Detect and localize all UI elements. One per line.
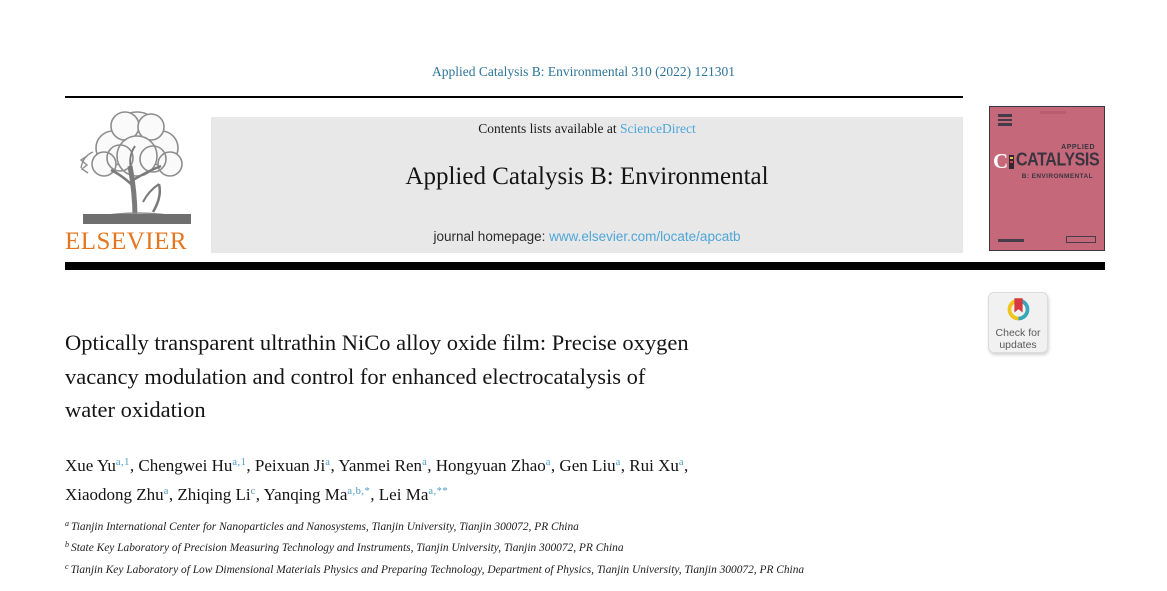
cover-applied-label: APPLIED bbox=[1061, 144, 1095, 151]
journal-banner bbox=[211, 117, 963, 253]
author-name: Chengwei Hu bbox=[138, 456, 233, 475]
author-name: Lei Ma bbox=[378, 485, 429, 504]
article-title bbox=[65, 326, 965, 427]
header-divider-bar bbox=[65, 262, 1105, 270]
article-title-line: vacancy modulation and control for enhanced electrocatalysis of bbox=[65, 363, 646, 389]
author-name: Zhiqing Li bbox=[177, 485, 251, 504]
author-name: Rui Xu bbox=[629, 456, 679, 475]
affiliation-a bbox=[65, 515, 985, 536]
cover-bottom-caption bbox=[998, 239, 1024, 242]
homepage-label: journal homepage: bbox=[433, 229, 550, 244]
homepage-url-link[interactable]: www.elsevier.com/locate/apcatb bbox=[549, 229, 741, 244]
author-separator: , bbox=[168, 485, 178, 504]
affiliations-block bbox=[65, 515, 985, 579]
cover-journal-subtitle: B: ENVIRONMENTAL bbox=[1021, 173, 1093, 180]
author-separator: , bbox=[246, 456, 255, 475]
author-separator: , bbox=[427, 456, 436, 475]
affiliation-text: Tianjin International Center for Nanoparticles and Nanosystems, Tianjin University, Tianjin 300072, PR China bbox=[71, 521, 579, 533]
author-affil-marker: c bbox=[250, 486, 256, 497]
journal-homepage-line bbox=[211, 229, 963, 244]
journal-title: Applied Catalysis B: Environmental bbox=[405, 163, 769, 190]
article-title-line: water oxidation bbox=[65, 397, 206, 422]
affiliation-text: Tianjin Key Laboratory of Low Dimensional Materials Physics and Preparing Technology, Department of Physics, Tianjin University, Tianjin 300072, PR China bbox=[70, 563, 805, 576]
check-for-updates-badge[interactable] bbox=[988, 292, 1048, 353]
author-separator: , bbox=[129, 456, 139, 475]
sciencedirect-link[interactable]: ScienceDirect bbox=[620, 121, 696, 136]
cover-c-logo: C bbox=[993, 149, 1009, 173]
cover-issue-info bbox=[998, 114, 1012, 128]
author-name: Yanmei Ren bbox=[338, 456, 423, 475]
author-separator: , bbox=[255, 485, 264, 504]
elsevier-tree-icon bbox=[73, 106, 203, 230]
author-name: Yanqing Ma bbox=[263, 485, 348, 504]
check-for-updates-label: Check for updates bbox=[995, 327, 1041, 351]
author-list bbox=[65, 450, 975, 508]
cover-top-caption bbox=[1040, 111, 1066, 114]
author-affil-marker: a bbox=[615, 457, 621, 468]
crossmark-icon bbox=[1005, 296, 1032, 323]
affiliation-b bbox=[65, 536, 985, 557]
author-name: Hongyuan Zhao bbox=[435, 456, 546, 475]
author-line-2 bbox=[65, 479, 975, 508]
author-separator: , bbox=[370, 485, 379, 504]
affiliation-c bbox=[65, 558, 985, 579]
author-affil-marker: a,b,* bbox=[347, 486, 371, 497]
affiliation-marker: b bbox=[65, 540, 69, 550]
affiliation-marker: c bbox=[65, 561, 69, 571]
author-separator: , bbox=[620, 456, 630, 475]
author-affil-marker: a bbox=[325, 457, 331, 468]
journal-cover-thumbnail bbox=[989, 106, 1105, 251]
elsevier-wordmark: ELSEVIER bbox=[65, 228, 188, 255]
author-name: Xiaodong Zhu bbox=[65, 485, 164, 504]
author-separator: , bbox=[684, 456, 689, 475]
author-name: Gen Liu bbox=[559, 456, 616, 475]
author-affil-marker: a bbox=[163, 486, 169, 497]
author-affil-marker: a,1 bbox=[115, 457, 130, 468]
contents-lists-line bbox=[211, 121, 963, 137]
affiliation-marker: a bbox=[65, 519, 69, 528]
author-affil-marker: a bbox=[422, 457, 428, 468]
author-affil-marker: a bbox=[545, 457, 551, 468]
cover-c-logo-bars bbox=[1009, 155, 1014, 169]
author-separator: , bbox=[330, 456, 339, 475]
elsevier-logo bbox=[65, 102, 211, 254]
contents-lists-text: Contents lists available at bbox=[478, 121, 620, 136]
cover-journal-name: CATALYSIS bbox=[1016, 150, 1100, 171]
affiliation-text: State Key Laboratory of Precision Measuring Technology and Instruments, Tianjin University, Tianjin 300072, PR China bbox=[71, 542, 624, 555]
author-name: Xue Yu bbox=[65, 456, 116, 475]
header-citation-link[interactable]: Applied Catalysis B: Environmental 310 (2022) 121301 bbox=[432, 64, 735, 79]
header-top-rule bbox=[65, 96, 963, 98]
author-separator: , bbox=[550, 456, 560, 475]
author-affil-marker: a,** bbox=[428, 486, 449, 497]
author-affil-marker: a bbox=[678, 457, 685, 468]
author-name: Peixuan Ji bbox=[254, 456, 326, 475]
author-line-1 bbox=[65, 450, 975, 479]
author-affil-marker: a,1 bbox=[232, 457, 247, 468]
article-title-line: Optically transparent ultrathin NiCo alloy oxide film: Precise oxygen bbox=[65, 330, 689, 355]
cover-sciencedirect-box bbox=[1066, 236, 1096, 243]
